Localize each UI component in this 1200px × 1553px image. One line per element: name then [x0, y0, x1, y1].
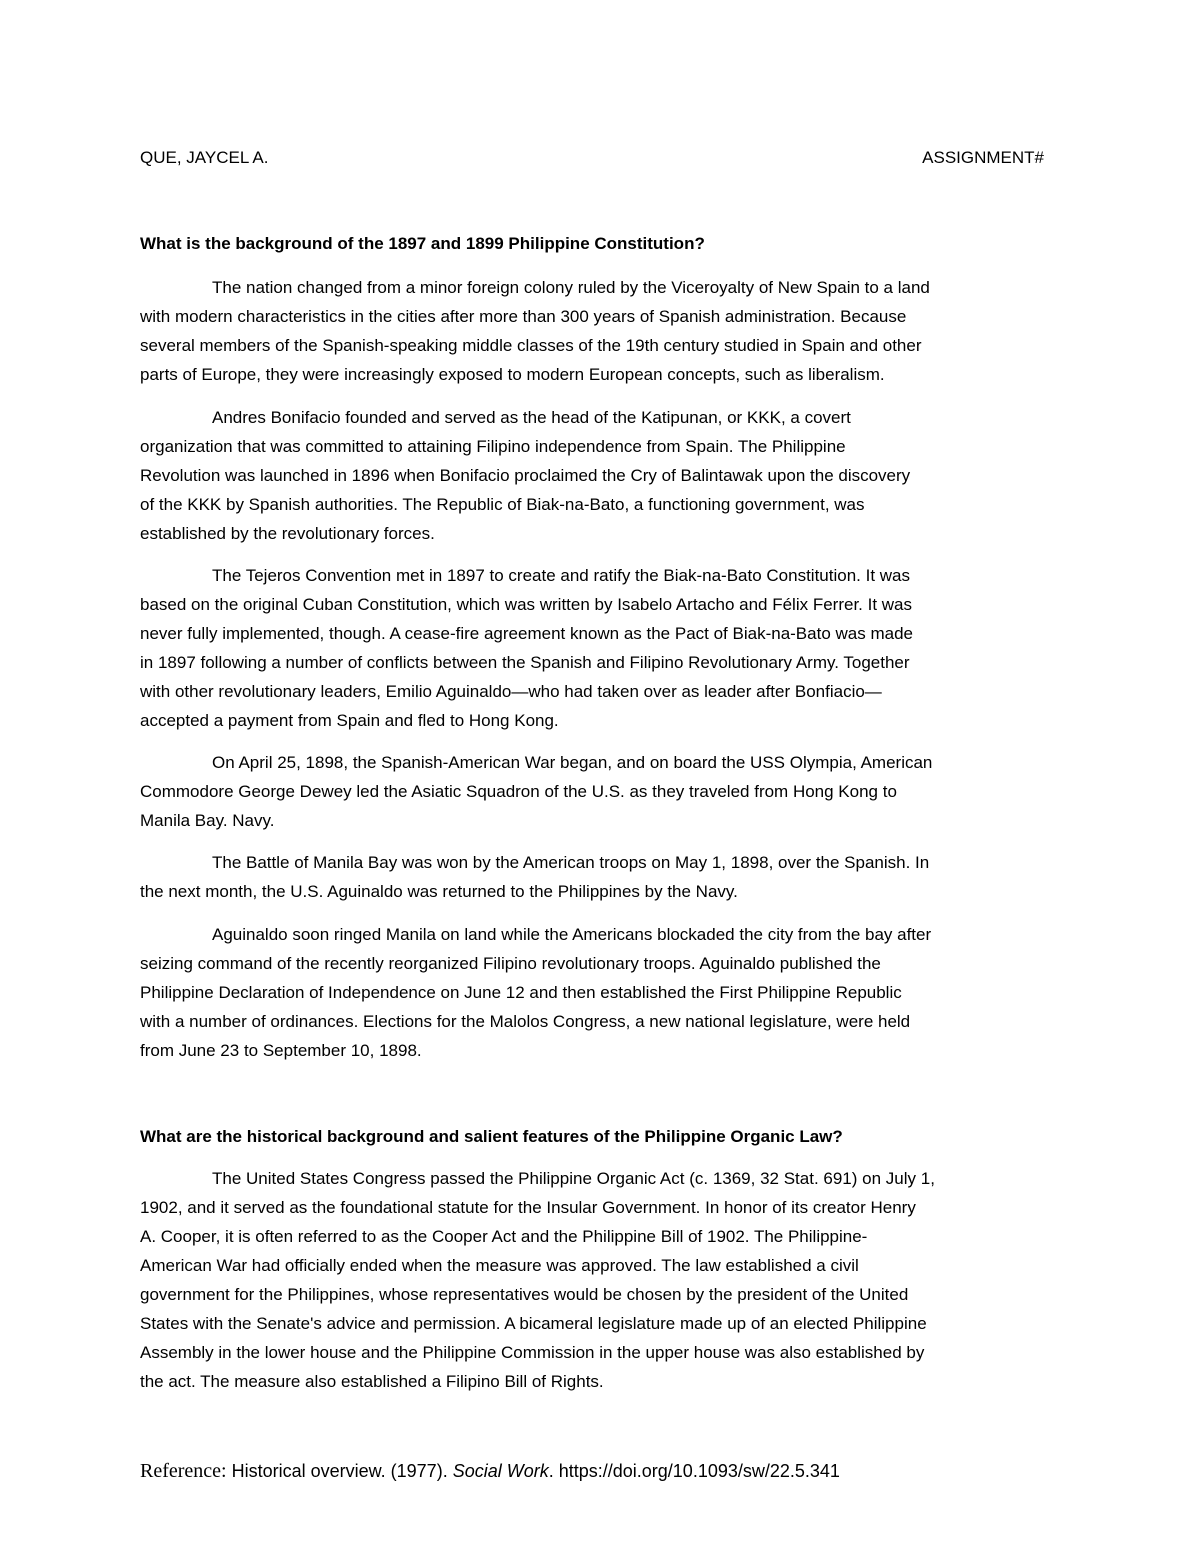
section-1-paragraph-1	[140, 273, 1070, 389]
text-line: established by the revolutionary forces.	[140, 524, 435, 543]
text-line: based on the original Cuban Constitution, which was written by Isabelo Artacho and Félix Ferrer. It was	[140, 595, 913, 614]
text-line: States with the Senate's advice and permission. A bicameral legislature made up of an elected Philippine	[140, 1314, 927, 1333]
text-line: never fully implemented, though. A cease-fire agreement known as the Pact of Biak-na-Bato was made	[140, 624, 913, 643]
reference-journal: Social Work	[452, 1461, 549, 1481]
student-name: QUE, JAYCEL A.	[140, 148, 269, 167]
assignment-label: ASSIGNMENT#	[922, 148, 1044, 167]
text-line: organization that was committed to attaining Filipino independence from Spain. The Philippine	[140, 437, 846, 456]
text-line: government for the Philippines, whose representatives would be chosen by the president of the United	[140, 1285, 909, 1304]
text-line: The Tejeros Convention met in 1897 to create and ratify the Biak-na-Bato Constitution. It was	[212, 566, 911, 585]
text-line: from June 23 to September 10, 1898.	[140, 1041, 422, 1060]
text-line: seizing command of the recently reorganized Filipino revolutionary troops. Aguinaldo published the	[140, 954, 881, 973]
text-line: accepted a payment from Spain and fled to Hong Kong.	[140, 711, 559, 730]
text-line: Philippine Declaration of Independence on June 12 and then established the First Philippine Republic	[140, 983, 902, 1002]
reference-doi: . https://doi.org/10.1093/sw/22.5.341	[548, 1461, 840, 1481]
text-line: The United States Congress passed the Philippine Organic Act (c. 1369, 32 Stat. 691) on July 1,	[212, 1169, 935, 1188]
text-line: Andres Bonifacio founded and served as the head of the Katipunan, or KKK, a covert	[212, 408, 851, 427]
reference-label: Reference:	[140, 1460, 227, 1482]
text-line: On April 25, 1898, the Spanish-American War began, and on board the USS Olympia, American	[212, 753, 933, 772]
text-line: 1902, and it served as the foundational statute for the Insular Government. In honor of its creator Henry	[140, 1198, 916, 1217]
text-line: in 1897 following a number of conflicts between the Spanish and Filipino Revolutionary Army. Together	[140, 653, 910, 672]
section-1-paragraph-3	[140, 561, 1070, 735]
text-line: Commodore George Dewey led the Asiatic Squadron of the U.S. as they traveled from Hong Kong to	[140, 782, 897, 801]
section-1-paragraph-6	[140, 920, 1070, 1065]
text-line: American War had officially ended when the measure was approved. The law established a civil	[140, 1256, 859, 1275]
text-line: parts of Europe, they were increasingly exposed to modern European concepts, such as liberalism.	[140, 365, 885, 384]
section-2-paragraph-1	[140, 1164, 1070, 1396]
section-1-question: What is the background of the 1897 and 1899 Philippine Constitution?	[140, 234, 705, 253]
reference-citation: Historical overview. (1977).	[226, 1461, 453, 1481]
text-line: Manila Bay. Navy.	[140, 811, 275, 830]
text-line: the next month, the U.S. Aguinaldo was returned to the Philippines by the Navy.	[140, 882, 738, 901]
text-line: Assembly in the lower house and the Philippine Commission in the upper house was also established by	[140, 1343, 925, 1362]
text-line: with modern characteristics in the cities after more than 300 years of Spanish administration. Because	[140, 307, 907, 326]
text-line: of the KKK by Spanish authorities. The Republic of Biak-na-Bato, a functioning government, was	[140, 495, 865, 514]
text-line: Aguinaldo soon ringed Manila on land while the Americans blockaded the city from the bay after	[212, 925, 932, 944]
section-2-question: What are the historical background and salient features of the Philippine Organic Law?	[140, 1127, 843, 1146]
text-line: Revolution was launched in 1896 when Bonifacio proclaimed the Cry of Balintawak upon the discovery	[140, 466, 911, 485]
section-1-paragraph-4	[140, 748, 1070, 835]
text-line: with other revolutionary leaders, Emilio Aguinaldo—who had taken over as leader after Bonfiacio—	[140, 682, 882, 701]
section-1-paragraph-2	[140, 403, 1070, 548]
text-line: with a number of ordinances. Elections for the Malolos Congress, a new national legislature, were held	[140, 1012, 911, 1031]
reference-line	[140, 1456, 840, 1486]
section-1-paragraph-5	[140, 848, 1070, 906]
text-line: the act. The measure also established a Filipino Bill of Rights.	[140, 1372, 604, 1391]
text-line: The Battle of Manila Bay was won by the American troops on May 1, 1898, over the Spanish. In	[212, 853, 930, 872]
text-line: The nation changed from a minor foreign colony ruled by the Viceroyalty of New Spain to a land	[212, 278, 930, 297]
text-line: several members of the Spanish-speaking middle classes of the 19th century studied in Spain and other	[140, 336, 922, 355]
document-header	[140, 143, 1044, 172]
text-line: A. Cooper, it is often referred to as the Cooper Act and the Philippine Bill of 1902. The Philippine-	[140, 1227, 868, 1246]
